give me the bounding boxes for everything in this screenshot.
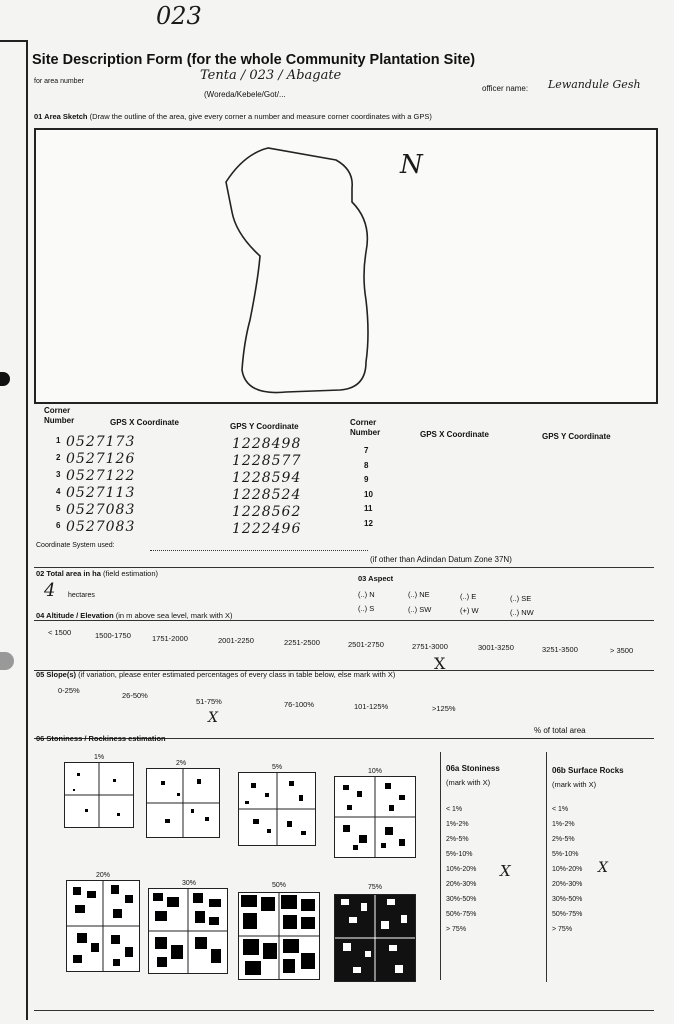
slope-heading (36, 670, 395, 679)
altitude-class[interactable]: 3251-3500 (542, 645, 578, 654)
tile-label: 10% (368, 768, 383, 775)
total-area-value: 4 (44, 580, 56, 601)
stoniness-tile-2 (146, 768, 220, 838)
north-mark: N (400, 150, 423, 180)
coordinate-system-note: (if other than Adindan Datum Zone 37N) (370, 555, 512, 564)
gps-x-value: 0527173 (66, 434, 136, 450)
gps-x-value: 0527113 (66, 485, 136, 501)
gps-x-value: 0527126 (66, 451, 136, 467)
surface-rocks-option[interactable]: 20%-30% (552, 881, 583, 888)
gps-y-value: 1228524 (232, 487, 302, 503)
altitude-class[interactable]: 3001-3250 (478, 643, 514, 652)
aspect-ne[interactable]: (..) NE (408, 590, 430, 599)
slope-class[interactable]: 26-50% (122, 691, 148, 700)
stoniness-option[interactable]: 30%-50% (446, 896, 477, 903)
officer-label: officer name: (482, 84, 529, 93)
binder-hole (0, 652, 14, 670)
gps-x-header-left: GPS X Coordinate (110, 418, 179, 427)
gps-rows-right (364, 446, 373, 533)
stoniness-mark: X (500, 862, 511, 880)
surface-rocks-option[interactable]: 1%-2% (552, 821, 575, 828)
gps-y-value: 1228594 (232, 470, 302, 486)
corner-number: 9 (364, 475, 369, 484)
stoniness-tile-5 (66, 880, 140, 972)
altitude-label: 04 Altitude / Elevation (36, 611, 114, 620)
altitude-class[interactable]: 2251-2500 (284, 638, 320, 647)
corner-number: 5 (56, 504, 61, 513)
tile-label: 30% (182, 880, 197, 887)
stoniness-option[interactable]: 5%-10% (446, 851, 473, 858)
surface-rocks-option[interactable]: < 1% (552, 806, 569, 813)
tile-label: 2% (176, 760, 187, 767)
slope-total-label: % of total area (534, 726, 586, 735)
slope-class[interactable]: 101-125% (354, 702, 389, 711)
total-area-unit: hectares (68, 592, 95, 599)
surface-rocks-mark: X (598, 860, 608, 876)
gps-x-value: 0527122 (66, 468, 136, 484)
stoniness-tile-1 (64, 762, 134, 828)
corner-number: 2 (56, 453, 61, 462)
tile-label: 20% (96, 872, 111, 879)
tile-label: 75% (368, 884, 383, 891)
altitude-class[interactable]: 2501-2750 (348, 640, 384, 649)
form-title: Site Description Form (for the whole Community Plantation Site) (32, 52, 476, 68)
slope-mark: X (208, 710, 218, 726)
location-value: Tenta / 023 / Abagate (200, 68, 342, 83)
stoniness-tile-6 (148, 888, 228, 974)
site-outline-drawing (36, 130, 656, 402)
gps-y-value: 1228562 (232, 504, 302, 520)
aspect-s[interactable]: (..) S (358, 604, 375, 613)
gps-y-value: 1228498 (232, 436, 302, 452)
slope-class[interactable]: 51-75% (196, 697, 222, 706)
altitude-class[interactable]: 2751-3000 (412, 642, 448, 651)
page-number-handwritten: 023 (156, 2, 202, 30)
corner-number: 7 (364, 446, 369, 455)
coordinate-system-label: Coordinate System used: (36, 542, 115, 549)
stoniness-tile-3 (238, 772, 316, 846)
corner-number: 6 (56, 521, 61, 530)
stoniness-option[interactable]: 1%-2% (446, 821, 469, 828)
aspect-w[interactable]: (+) W (460, 606, 479, 615)
corner-number-header-right: Corner Number (350, 418, 381, 437)
slope-label: 05 Slope(s) (36, 670, 77, 679)
stoniness-option[interactable]: 20%-30% (446, 881, 477, 888)
surface-rocks-option[interactable]: 30%-50% (552, 896, 583, 903)
surface-rocks-option[interactable]: 10%-20% (552, 866, 583, 873)
divider (34, 567, 654, 568)
stoniness-tile-8 (334, 894, 416, 982)
margin-mark (0, 40, 26, 42)
area-number-label: for area number (34, 78, 84, 85)
altitude-sub: (in m above sea level, mark with X) (115, 611, 233, 620)
stoniness-col-sub: (mark with X) (446, 778, 491, 787)
stoniness-tile-4 (334, 776, 416, 858)
location-label: (Woreda/Kebele/Got/... (204, 90, 286, 99)
column-divider (440, 752, 441, 980)
area-sketch-heading (34, 112, 432, 121)
divider (34, 620, 654, 621)
gps-x-value: 0527083 (66, 502, 136, 518)
tile-label: 1% (94, 754, 105, 761)
stoniness-label: 06 Stoniness / Rockiness estimation (36, 734, 166, 743)
total-area-sub: (field estimation) (102, 569, 159, 578)
altitude-class[interactable]: > 3500 (610, 646, 634, 655)
aspect-label: 03 Aspect (358, 574, 394, 583)
corner-number: 3 (56, 470, 61, 479)
stoniness-option[interactable]: 50%-75% (446, 911, 477, 918)
aspect-sw[interactable]: (..) SW (408, 605, 432, 614)
corner-number: 4 (56, 487, 61, 496)
binder-hole (0, 372, 10, 386)
aspect-n[interactable]: (..) N (358, 590, 375, 599)
form-bottom-border (34, 1010, 654, 1011)
altitude-class[interactable]: 1500-1750 (95, 631, 131, 640)
surface-rocks-col-title: 06b Surface Rocks (552, 766, 624, 775)
altitude-mark: X (434, 654, 446, 673)
gps-y-value: 1222496 (232, 521, 302, 537)
tile-label: 50% (272, 882, 287, 889)
corner-number: 11 (364, 504, 373, 513)
tile-label: 5% (272, 764, 283, 771)
altitude-class[interactable]: < 1500 (48, 628, 72, 637)
corner-number: 8 (364, 460, 369, 470)
altitude-class[interactable]: 2001-2250 (218, 636, 254, 645)
area-sketch-label: 01 Area Sketch (34, 112, 88, 121)
stoniness-option[interactable]: 10%-20% (446, 866, 477, 873)
surface-rocks-options (552, 806, 582, 941)
gps-y-header-right: GPS Y Coordinate (542, 432, 611, 441)
corner-number: 10 (364, 489, 373, 499)
officer-value: Lewandule Gesh (548, 78, 641, 91)
total-area-heading (36, 569, 158, 578)
corner-number: 12 (364, 518, 373, 528)
slope-class[interactable]: 0-25% (58, 686, 80, 695)
gps-x-header-right: GPS X Coordinate (420, 430, 489, 439)
stoniness-tile-7 (238, 892, 320, 980)
gps-y-value: 1228577 (232, 453, 302, 469)
gps-x-value: 0527083 (66, 519, 136, 535)
stoniness-options (446, 806, 476, 941)
aspect-e[interactable]: (..) E (460, 592, 477, 601)
surface-rocks-option[interactable]: > 75% (552, 926, 573, 933)
surface-rocks-option[interactable]: 2%-5% (552, 836, 575, 843)
stoniness-col-title: 06a Stoniness (446, 764, 500, 773)
surface-rocks-col-sub: (mark with X) (552, 780, 597, 789)
corner-number: 1 (56, 436, 61, 445)
stoniness-option[interactable]: 2%-5% (446, 836, 469, 843)
slope-class[interactable]: 76-100% (284, 700, 315, 709)
aspect-se[interactable]: (..) SE (510, 594, 532, 603)
gps-y-header-left: GPS Y Coordinate (230, 422, 299, 431)
surface-rocks-option[interactable]: 50%-75% (552, 911, 583, 918)
total-area-label: 02 Total area in ha (36, 569, 101, 578)
aspect-nw[interactable]: (..) NW (510, 608, 534, 617)
corner-number-header-left: Corner Number (44, 406, 75, 425)
slope-class[interactable]: >125% (432, 704, 456, 713)
stoniness-option[interactable]: < 1% (446, 806, 463, 813)
slope-sub: (if variation, please enter estimated percentages of every class in table below, else mark with X) (78, 670, 396, 679)
stoniness-option[interactable]: > 75% (446, 926, 467, 933)
surface-rocks-option[interactable]: 5%-10% (552, 851, 579, 858)
area-sketch-box (34, 128, 658, 404)
coordinate-system-field[interactable] (150, 550, 368, 551)
column-divider (546, 752, 547, 982)
altitude-class[interactable]: 1751-2000 (152, 634, 188, 643)
area-sketch-instruction: (Draw the outline of the area, give every corner a number and measure corner coordinates with a GPS) (89, 112, 432, 121)
altitude-heading (36, 611, 232, 620)
